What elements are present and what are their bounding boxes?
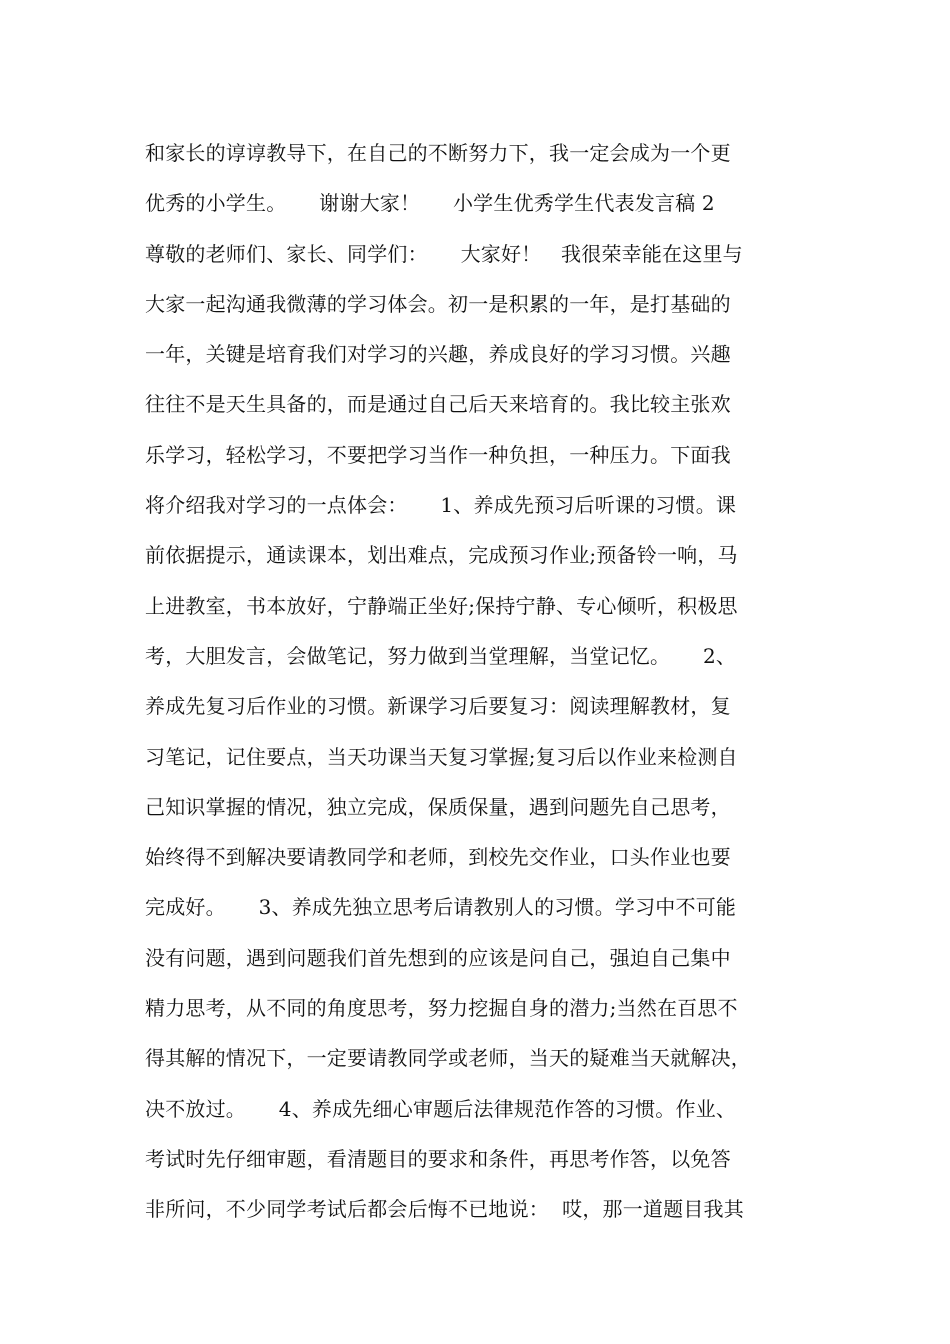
body-text [145,128,835,1235]
text-line: 和家长的谆谆教导下，在自己的不断努力下，我一定会成为一个更 [145,141,731,165]
text-line: 优秀的小学生。 谢谢大家！ 小学生优秀学生代表发言稿 2 [145,191,715,216]
text-line: 将介绍我对学习的一点体会： 1、养成先预习后听课的习惯。课 [145,493,737,518]
text-line: 上进教室，书本放好，宁静端正坐好;保持宁静、专心倾听，积极思 [145,593,738,618]
text-line: 前依据提示，通读课本，划出难点，完成预习作业;预备铃一响，马 [145,543,738,568]
text-line: 往往不是天生具备的，而是通过自己后天来培育的。我比较主张欢 [145,392,731,417]
text-line: 乐学习，轻松学习，不要把学习当作一种负担，一种压力。下面我 [145,442,731,467]
text-line: 大家一起沟通我微薄的学习体会。初一是积累的一年，是打基础的 [145,291,731,316]
text-line: 考试时先仔细审题，看清题目的要求和条件，再思考作答，以免答 [145,1146,731,1171]
text-line: 一年，关键是培育我们对学习的兴趣，养成良好的学习习惯。兴趣 [145,342,731,367]
text-line: 养成先复习后作业的习惯。新课学习后要复习：阅读理解教材，复 [145,694,731,719]
text-line: 考，大胆发言，会做笔记，努力做到当堂理解，当堂记忆。 2、 [145,643,737,668]
text-line: 没有问题，遇到问题我们首先想到的应该是问自己，强迫自己集中 [145,945,731,970]
text-line: 决不放过。 4、养成先细心审题后法律规范作答的习惯。作业、 [145,1096,737,1121]
text-line: 习笔记，记住要点，当天功课当天复习掌握;复习后以作业来检测自 [145,744,738,769]
text-line: 完成好。 3、养成先独立思考后请教别人的习惯。学习中不可能 [145,895,737,920]
text-line: 尊敬的老师们、家长、同学们： 大家好！ 我很荣幸能在这里与 [145,241,743,266]
text-line: 得其解的情况下，一定要请教同学或老师，当天的疑难当天就解决， [145,1046,751,1071]
text-line: 始终得不到解决要请教同学和老师，到校先交作业，口头作业也要 [145,845,731,870]
text-line: 己知识掌握的情况，独立完成，保质保量，遇到问题先自己思考， [145,794,731,819]
text-line: 精力思考，从不同的角度思考，努力挖掘自身的潜力;当然在百思不 [145,996,738,1021]
text-line: 非所问，不少同学考试后都会后悔不已地说： 哎，那一道题目我其 [145,1197,744,1222]
